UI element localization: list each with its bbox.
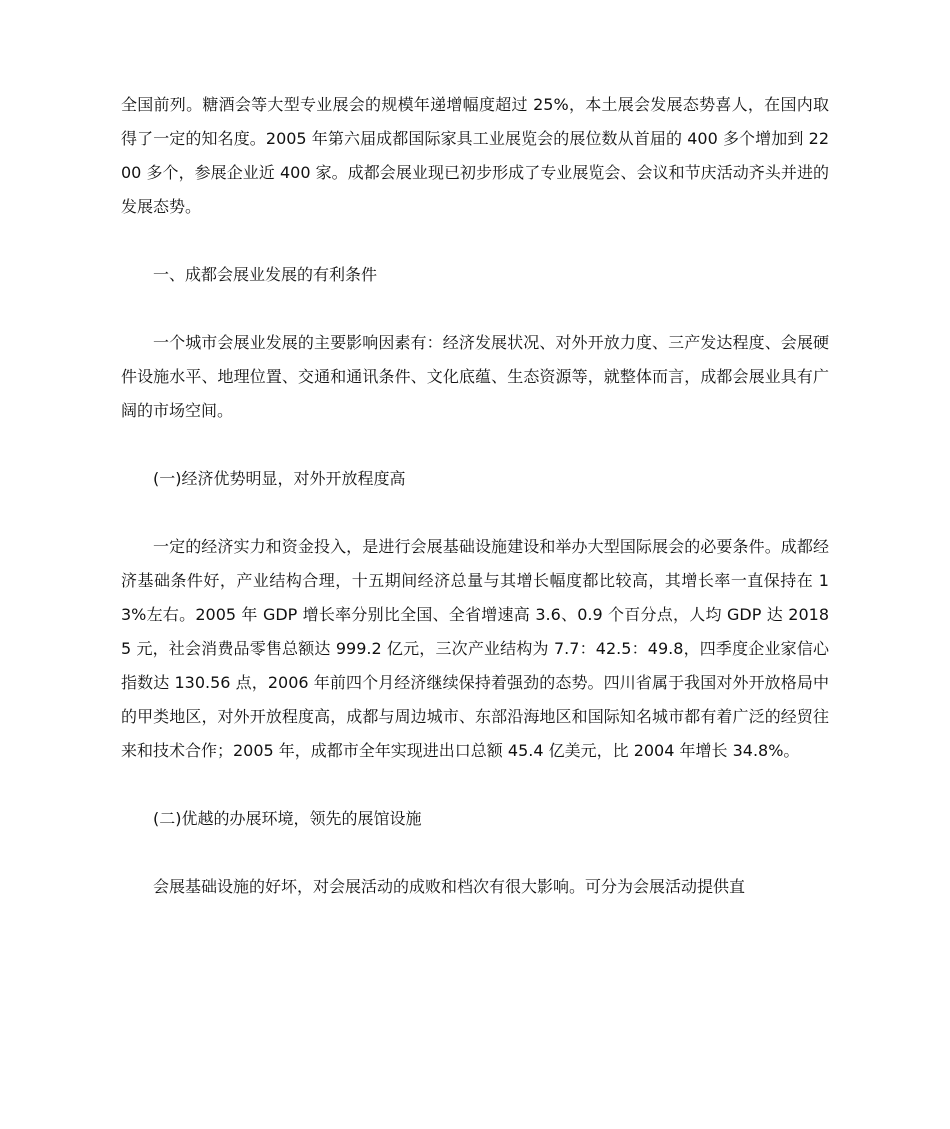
document-body xyxy=(121,88,829,938)
paragraph-economic-strength: 一定的经济实力和资金投入，是进行会展基础设施建设和举办大型国际展会的必要条件。成都经济基础条件好，产业结构合理，十五期间经济总量与其增长幅度都比较高，其增长率一直保持在 13%左右。2005 年 GDP 增长率分别比全国、全省增速高 3.6、0.9 个百分点，人均 GDP 达 20185 元，社会消费品零售总额达 999.2 亿元，三次产业结构为 7.7：42.5：49.8，四季度企业家信心指数达 130.56 点，2006 年前四个月经济继续保持着强劲的态势。四川省属于我国对外开放格局中的甲类地区，对外开放程度高，成都与周边城市、东部沿海地区和国际知名城市都有着广泛的经贸往来和技术合作；2005 年，成都市全年实现进出口总额 45.4 亿美元，比 2004 年增长 34.8%。 xyxy=(121,537,829,760)
paragraph-influencing-factors: 一个城市会展业发展的主要影响因素有：经济发展状况、对外开放力度、三产发达程度、会展硬件设施水平、地理位置、交通和通讯条件、文化底蕴、生态资源等，就整体而言，成都会展业具有广阔的市场空间。 xyxy=(121,333,829,420)
section-heading-favorable-conditions: 一、成都会展业发展的有利条件 xyxy=(153,265,378,284)
paragraph-infrastructure: 会展基础设施的好坏，对会展活动的成败和档次有很大影响。可分为会展活动提供直 xyxy=(153,877,746,896)
subsection-heading-exhibition-environment: (二)优越的办展环境，领先的展馆设施 xyxy=(153,809,422,828)
subsection-heading-economic-advantage: (一)经济优势明显，对外开放程度高 xyxy=(153,469,406,488)
paragraph-continuation: 全国前列。糖酒会等大型专业展会的规模年递增幅度超过 25%，本土展会发展态势喜人，在国内取得了一定的知名度。2005 年第六届成都国际家具工业展览会的展位数从首届的 400 多个增加到 2200 多个，参展企业近 400 家。成都会展业现已初步形成了专业展览会、会议和节庆活动齐头并进的发展态势。 xyxy=(121,95,829,216)
